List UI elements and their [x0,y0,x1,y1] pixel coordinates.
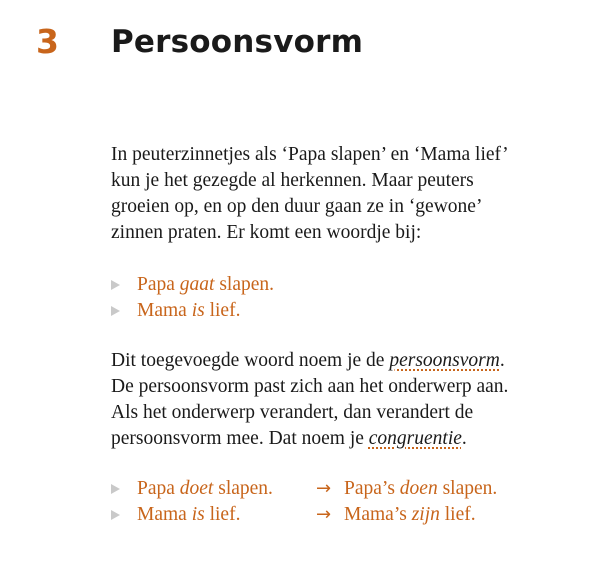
term-persoonsvorm: persoonsvorm [389,350,500,371]
chapter-number: 3 [36,22,59,61]
example-item [111,298,591,324]
explanation-line: Als het onderwerp verandert, dan verandert de [111,402,474,423]
example-singular: Papa doet slapen. [137,478,273,499]
intro-line: kun je het gezegde al herkennen. Maar peuters [111,170,474,191]
verb: zijn [411,504,440,525]
arrow-right-icon: → [316,478,332,499]
triangle-bullet-icon [111,306,120,316]
verb: is [191,300,205,321]
triangle-bullet-icon [111,484,120,494]
example-item [111,476,591,502]
explanation-line: persoonsvorm mee. Dat noem je congruentie. [111,428,467,449]
example-list-2 [111,476,591,528]
verb: gaat [179,274,215,295]
arrow-right-icon: → [316,504,332,525]
example-item [111,502,591,528]
example-plural: Mama’s zijn lief. [344,504,476,525]
explanation-paragraph [111,348,591,452]
example-sentence: Mama is lief. [137,300,241,321]
intro-paragraph [111,142,591,246]
verb: doen [399,478,438,499]
intro-line: zinnen praten. Er komt een woordje bij: [111,222,422,243]
chapter-title: Persoonsvorm [111,24,364,60]
chapter-content [111,142,591,528]
verb: doet [179,478,214,499]
triangle-bullet-icon [111,510,120,520]
example-list-1 [111,272,591,324]
example-item [111,272,591,298]
intro-line: In peuterzinnetjes als ‘Papa slapen’ en ‘Mama lief’ [111,144,509,165]
term-congruentie: congruentie [368,428,462,449]
example-sentence: Papa gaat slapen. [137,274,275,295]
intro-line: groeien op, en op den duur gaan ze in ‘gewone’ [111,196,483,217]
example-singular: Mama is lief. [137,504,241,525]
explanation-line: Dit toegevoegde woord noem je de persoonsvorm. [111,350,505,371]
verb: is [191,504,205,525]
example-plural: Papa’s doen slapen. [344,478,498,499]
explanation-line: De persoonsvorm past zich aan het onderwerp aan. [111,376,509,397]
triangle-bullet-icon [111,280,120,290]
